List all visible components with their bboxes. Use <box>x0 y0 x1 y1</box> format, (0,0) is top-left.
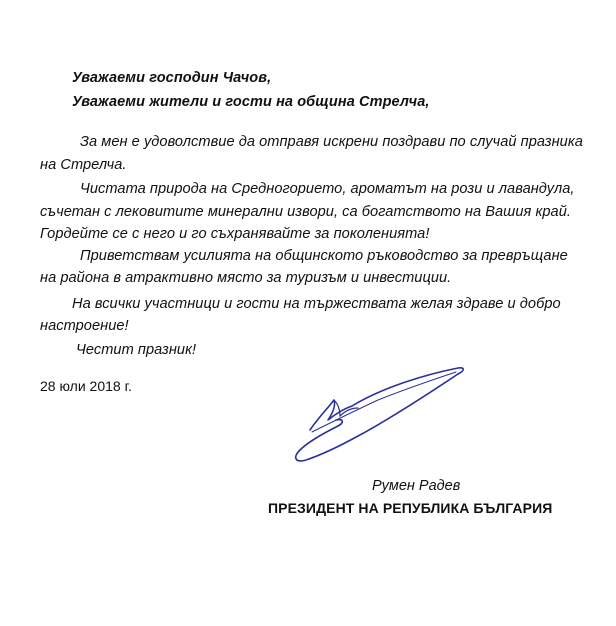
paragraph-4-line-2: настроение! <box>40 318 129 334</box>
paragraph-1-line-1: За мен е удоволствие да отправя искрени поздрави по случай празника <box>80 134 583 150</box>
paragraph-2-line-2: съчетан с лековитите минерални извори, са богатството на Вашия край. <box>40 204 571 220</box>
letter-date: 28 юли 2018 г. <box>40 378 132 394</box>
paragraph-3-line-2: на района в атрактивно място за туризъм и инвестиции. <box>40 270 452 286</box>
handwritten-signature <box>288 360 488 470</box>
paragraph-2-line-1: Чистата природа на Средногорието, ароматът на рози и лавандула, <box>80 181 575 197</box>
salutation-line-2: Уважаеми жители и гости на община Стрелча, <box>72 94 430 110</box>
salutation-line-1: Уважаеми господин Чачов, <box>72 70 272 86</box>
paragraph-5-line-1: Честит празник! <box>76 342 197 358</box>
signer-title: ПРЕЗИДЕНТ НА РЕПУБЛИКА БЪЛГАРИЯ <box>268 500 553 516</box>
paragraph-2-line-3: Гордейте се с него и го съхранявайте за поколенията! <box>40 226 430 242</box>
paragraph-1-line-2: на Стрелча. <box>40 157 127 173</box>
paragraph-3-line-1: Приветствам усилията на общинското ръководство за превръщане <box>80 248 568 264</box>
paragraph-4-line-1: На всички участници и гости на тържествата желая здраве и добро <box>72 296 561 312</box>
signer-name: Румен Радев <box>372 478 461 494</box>
